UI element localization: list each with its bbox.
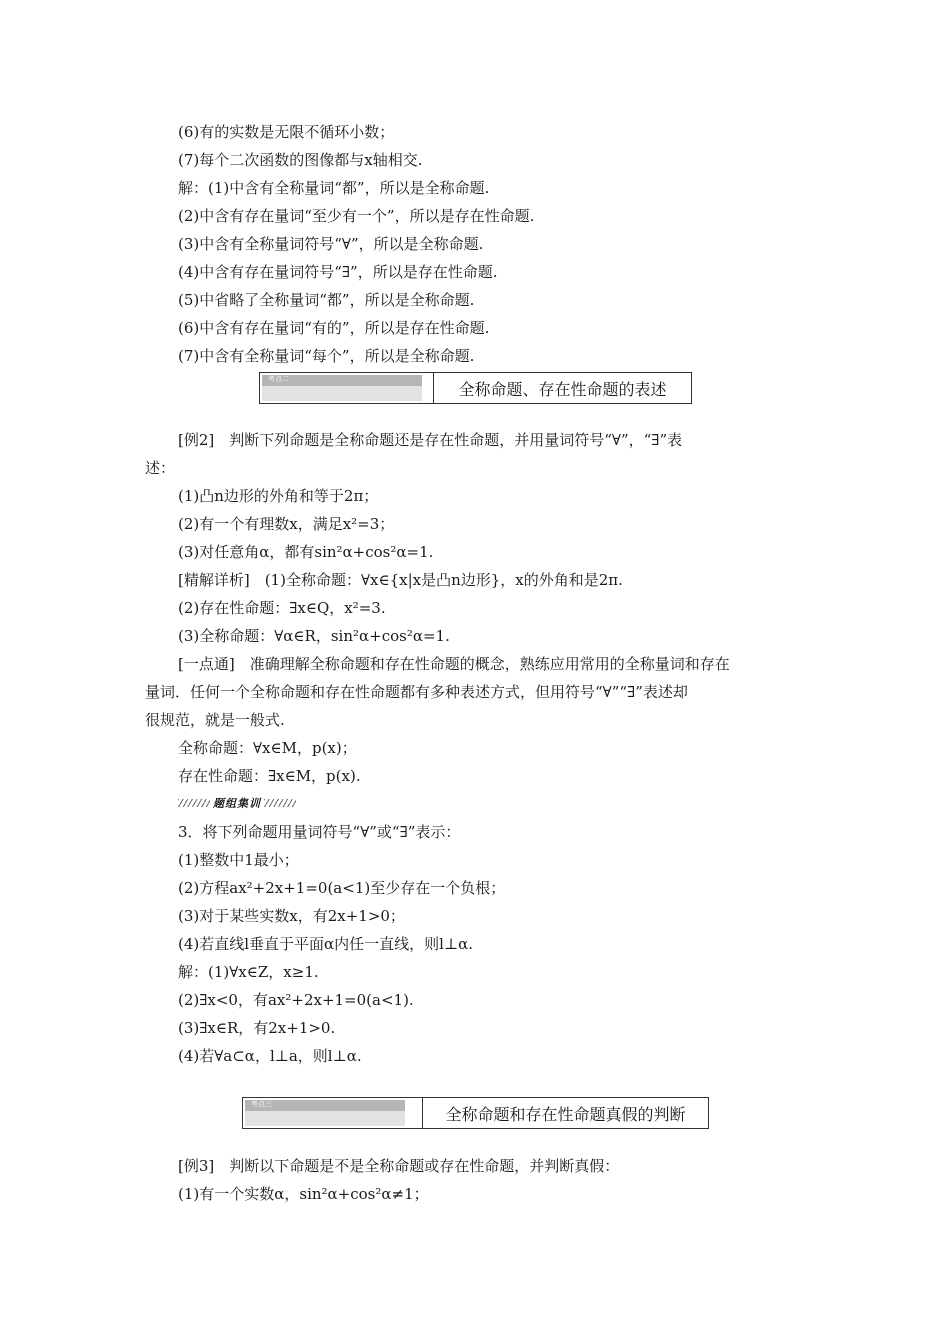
text-line: (3)全称命题：∀α∈R，sin²α+cos²α=1. bbox=[178, 627, 450, 645]
text-line: (1)有一个实数α，sin²α+cos²α≠1； bbox=[178, 1185, 429, 1203]
topic-2-tab bbox=[262, 375, 422, 401]
text-line: (2)方程ax²+2x+1=0(a<1)至少存在一个负根； bbox=[178, 879, 506, 897]
topic-3-header bbox=[242, 1097, 709, 1129]
text-line: 解：(1)中含有全称量词“都”，所以是全称命题. bbox=[178, 179, 490, 197]
text-line: (2)存在性命题：∃x∈Q，x²=3. bbox=[178, 599, 386, 617]
text-line: (3)中含有全称量词符号“∀”，所以是全称命题. bbox=[178, 235, 484, 253]
hatch-decoration-left bbox=[178, 799, 210, 807]
topic-3-tab-label: 考点三 bbox=[251, 1100, 272, 1108]
hatch-decoration-right bbox=[264, 799, 296, 807]
exercise-3-heading: 3．将下列命题用量词符号“∀”或“∃”表示： bbox=[178, 823, 461, 841]
text-line: (6)有的实数是无限不循环小数； bbox=[178, 123, 395, 141]
example-2-heading: [例2] 判断下列命题是全称命题还是存在性命题，并用量词符号“∀”，“∃”表 bbox=[178, 431, 683, 449]
text-line: (3)对任意角α，都有sin²α+cos²α=1. bbox=[178, 543, 434, 561]
text-line: (1)凸n边形的外角和等于2π； bbox=[178, 487, 379, 505]
text-line: (1)整数中1最小； bbox=[178, 851, 299, 869]
text-line: (7)每个二次函数的图像都与x轴相交. bbox=[178, 151, 423, 169]
text-line: (3)∃x∈R，有2x+1>0. bbox=[178, 1019, 336, 1037]
text-line: (5)中省略了全称量词“都”，所以是全称命题. bbox=[178, 291, 475, 309]
group-practice-banner bbox=[178, 795, 296, 811]
text-line: (3)对于某些实数x，有2x+1>0； bbox=[178, 907, 405, 925]
text-line: (4)中含有存在量词符号“∃”，所以是存在性命题. bbox=[178, 263, 498, 281]
text-line: (4)若∀a⊂α，l⊥a，则l⊥α. bbox=[178, 1047, 362, 1065]
text-line: 全称命题：∀x∈M，p(x)； bbox=[178, 739, 357, 757]
text-line: (6)中含有存在量词“有的”，所以是存在性命题. bbox=[178, 319, 490, 337]
topic-2-header bbox=[259, 372, 692, 404]
solution-heading: [精解详析] (1)全称命题：∀x∈{x|x是凸n边形}，x的外角和是2π. bbox=[178, 571, 623, 589]
example-3-heading: [例3] 判断以下命题是不是全称命题或存在性命题，并判断真假： bbox=[178, 1157, 620, 1175]
text-line: 量词．任何一个全称命题和存在性命题都有多种表述方式，但用符号“∀”“∃”表述却 bbox=[145, 683, 688, 701]
topic-2-title: 全称命题、存在性命题的表述 bbox=[458, 379, 667, 399]
text-line: 解：(1)∀x∈Z，x≥1. bbox=[178, 963, 319, 981]
text-line: 很规范，就是一般式. bbox=[145, 711, 285, 729]
text-line: 述： bbox=[145, 459, 176, 477]
text-line: (7)中含有全称量词“每个”，所以是全称命题. bbox=[178, 347, 475, 365]
topic-3-tab bbox=[245, 1100, 405, 1126]
topic-2-tab-label: 考点二 bbox=[268, 375, 289, 383]
topic-3-title: 全称命题和存在性命题真假的判断 bbox=[445, 1104, 686, 1124]
text-line: (4)若直线l垂直于平面α内任一直线，则l⊥α. bbox=[178, 935, 473, 953]
text-line: (2)∃x<0，有ax²+2x+1=0(a<1). bbox=[178, 991, 414, 1009]
text-line: (2)中含有存在量词“至少有一个”，所以是存在性命题. bbox=[178, 207, 535, 225]
text-line: (2)有一个有理数x，满足x²=3； bbox=[178, 515, 395, 533]
tip-heading: [一点通] 准确理解全称命题和存在性命题的概念，熟练应用常用的全称量词和存在 bbox=[178, 655, 730, 673]
text-line: 存在性命题：∃x∈M，p(x). bbox=[178, 767, 361, 785]
group-practice-label: 题组集训 bbox=[213, 797, 261, 810]
